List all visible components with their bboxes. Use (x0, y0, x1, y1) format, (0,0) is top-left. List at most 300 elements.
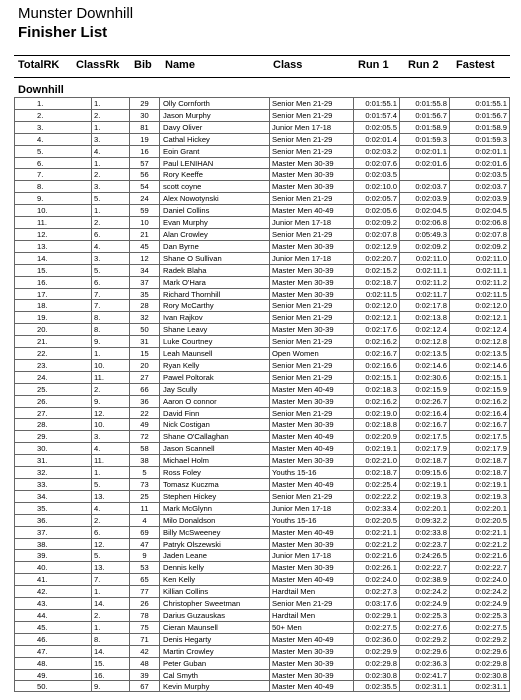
table-row (0, 502, 521, 514)
table-row (0, 395, 521, 407)
table-row (0, 418, 521, 430)
class-cell: Hardtail Men (270, 609, 354, 621)
class-rank-cell-value: 12. (94, 408, 105, 418)
bib-cell: 11 (130, 502, 160, 514)
total-rank-cell (14, 418, 92, 430)
run2-cell: 0:02:30.6 (400, 371, 450, 383)
table-row (0, 490, 521, 502)
class-rank-cell-value: 1. (94, 122, 101, 132)
class-cell: Youths 15-16 (270, 514, 354, 526)
total-rank-cell (14, 597, 92, 609)
class-cell: Master Men 40-49 (270, 430, 354, 442)
name-cell: Nick Costigan (160, 418, 270, 430)
total-rank-cell (14, 180, 92, 192)
fastest-cell: 0:02:03.9 (450, 192, 510, 204)
fastest-cell: 0:02:24.0 (450, 573, 510, 585)
run1-cell: 0:02:18.8 (354, 418, 400, 430)
fastest-cell: 0:02:07.8 (450, 228, 510, 240)
run1-cell: 0:02:27.5 (354, 621, 400, 633)
class-rank-cell (92, 549, 130, 561)
total-rank-cell-value: 8. (37, 182, 44, 192)
table-row (0, 299, 521, 311)
class-rank-cell-value: 9. (94, 682, 101, 692)
class-rank-cell (92, 680, 130, 692)
total-rank-cell (14, 514, 92, 526)
name-cell: Peter Guban (160, 657, 270, 669)
run1-cell: 0:02:11.5 (354, 288, 400, 300)
run2-cell: 0:02:41.7 (400, 669, 450, 681)
bib-cell: 34 (130, 264, 160, 276)
total-rank-cell-value: 37. (37, 527, 48, 537)
run1-cell: 0:02:29.1 (354, 609, 400, 621)
name-cell: Eoin Grant (160, 145, 270, 157)
col-header-run2: Run 2 (408, 59, 439, 71)
run2-cell: 0:02:13.8 (400, 311, 450, 323)
class-cell: Master Men 30-39 (270, 168, 354, 180)
class-rank-cell (92, 97, 130, 109)
class-rank-cell-value: 11. (94, 456, 104, 466)
fastest-cell: 0:02:11.0 (450, 252, 510, 264)
run2-cell: 0:02:26.7 (400, 395, 450, 407)
run2-cell: 0:02:17.5 (400, 430, 450, 442)
run2-cell: 0:02:18.7 (400, 454, 450, 466)
document-subtitle: Finisher List (18, 24, 108, 41)
run1-cell: 0:02:05.5 (354, 121, 400, 133)
class-rank-cell (92, 204, 130, 216)
class-rank-cell (92, 633, 130, 645)
col-header-total-rank: TotalRK (18, 59, 60, 71)
class-rank-cell-value: 3. (94, 253, 101, 263)
class-rank-cell (92, 264, 130, 276)
run1-cell: 0:02:36.0 (354, 633, 400, 645)
class-cell: Senior Men 21-29 (270, 407, 354, 419)
bib-cell: 71 (130, 633, 160, 645)
total-rank-cell-value: 35. (37, 503, 48, 513)
class-rank-cell-value: 2. (94, 110, 101, 120)
name-cell: Cal Smyth (160, 669, 270, 681)
class-rank-cell-value: 2. (94, 515, 101, 525)
run2-cell: 0:02:19.3 (400, 490, 450, 502)
table-row (0, 597, 521, 609)
bib-cell: 12 (130, 252, 160, 264)
name-cell: Paul LENIHAN (160, 157, 270, 169)
bib-cell: 25 (130, 490, 160, 502)
run2-cell: 0:02:23.7 (400, 538, 450, 550)
fastest-cell: 0:02:21.6 (450, 549, 510, 561)
total-rank-cell-value: 23. (37, 360, 48, 370)
fastest-cell: 0:02:24.9 (450, 597, 510, 609)
run2-cell: 0:02:01.1 (400, 145, 450, 157)
bib-cell: 81 (130, 121, 160, 133)
total-rank-cell-value: 19. (37, 313, 48, 323)
fastest-cell: 0:02:18.7 (450, 454, 510, 466)
name-cell: Shane O Sullivan (160, 252, 270, 264)
table-header (0, 59, 521, 75)
bib-cell: 21 (130, 228, 160, 240)
run1-cell: 0:03:17.6 (354, 597, 400, 609)
fastest-cell: 0:02:29.2 (450, 633, 510, 645)
name-cell: Denis Hegarty (160, 633, 270, 645)
total-rank-cell-value: 36. (37, 515, 48, 525)
class-rank-cell (92, 669, 130, 681)
bib-cell: 45 (130, 240, 160, 252)
class-rank-cell-value: 1. (94, 468, 101, 478)
total-rank-cell-value: 30. (37, 444, 48, 454)
class-cell: Senior Men 21-29 (270, 359, 354, 371)
class-rank-cell (92, 645, 130, 657)
run2-cell: 0:24:26.5 (400, 549, 450, 561)
class-cell: Master Men 40-49 (270, 204, 354, 216)
col-header-name: Name (165, 59, 195, 71)
total-rank-cell-value: 31. (37, 456, 48, 466)
name-cell: Rory Keeffe (160, 168, 270, 180)
fastest-cell: 0:02:19.3 (450, 490, 510, 502)
class-rank-cell (92, 335, 130, 347)
class-rank-cell (92, 311, 130, 323)
total-rank-cell (14, 490, 92, 502)
total-rank-cell-value: 16. (37, 277, 48, 287)
fastest-cell: 0:02:29.6 (450, 645, 510, 657)
section-label: Downhill (18, 84, 64, 96)
class-rank-cell (92, 514, 130, 526)
class-rank-cell-value: 5. (94, 265, 101, 275)
total-rank-cell (14, 395, 92, 407)
fastest-cell: 0:02:17.9 (450, 442, 510, 454)
class-rank-cell (92, 383, 130, 395)
class-rank-cell (92, 621, 130, 633)
class-cell: Senior Men 21-29 (270, 145, 354, 157)
class-rank-cell-value: 2. (94, 218, 101, 228)
class-cell: Junior Men 17-18 (270, 502, 354, 514)
class-cell: Master Men 30-39 (270, 561, 354, 573)
run1-cell: 0:02:07.8 (354, 228, 400, 240)
run1-cell: 0:02:15.2 (354, 264, 400, 276)
class-rank-cell (92, 466, 130, 478)
total-rank-cell-value: 49. (37, 670, 48, 680)
table-row (0, 680, 521, 692)
class-rank-cell-value: 13. (94, 563, 105, 573)
run2-cell: 0:02:25.3 (400, 609, 450, 621)
class-rank-cell (92, 145, 130, 157)
class-rank-cell (92, 288, 130, 300)
run1-cell: 0:02:12.1 (354, 311, 400, 323)
class-cell: Master Men 30-39 (270, 538, 354, 550)
total-rank-cell-value: 15. (37, 265, 48, 275)
total-rank-cell (14, 264, 92, 276)
total-rank-cell-value: 13. (37, 241, 48, 251)
class-cell: Master Men 30-39 (270, 657, 354, 669)
class-cell: Hardtail Men (270, 585, 354, 597)
fastest-cell: 0:02:30.8 (450, 669, 510, 681)
bib-cell: 53 (130, 561, 160, 573)
run2-cell: 0:02:11.2 (400, 276, 450, 288)
name-cell: Ivan Rajkov (160, 311, 270, 323)
run1-cell: 0:02:29.8 (354, 657, 400, 669)
bib-cell: 38 (130, 454, 160, 466)
class-rank-cell (92, 252, 130, 264)
fastest-cell: 0:02:12.8 (450, 335, 510, 347)
fastest-cell: 0:02:14.6 (450, 359, 510, 371)
class-rank-cell (92, 323, 130, 335)
run1-cell: 0:02:17.6 (354, 323, 400, 335)
run2-cell: 0:02:24.2 (400, 585, 450, 597)
total-rank-cell-value: 32. (37, 468, 48, 478)
total-rank-cell (14, 561, 92, 573)
class-cell: Master Men 40-49 (270, 442, 354, 454)
fastest-cell: 0:02:29.8 (450, 657, 510, 669)
run2-cell: 0:02:03.9 (400, 192, 450, 204)
run1-cell: 0:02:19.1 (354, 442, 400, 454)
total-rank-cell (14, 168, 92, 180)
table-row (0, 454, 521, 466)
run2-cell: 0:02:16.4 (400, 407, 450, 419)
total-rank-cell-value: 3. (37, 122, 44, 132)
run1-cell: 0:02:03.2 (354, 145, 400, 157)
run2-cell: 0:01:58.9 (400, 121, 450, 133)
table-row (0, 657, 521, 669)
total-rank-cell-value: 34. (37, 491, 48, 501)
class-rank-cell (92, 657, 130, 669)
table-row (0, 466, 521, 478)
run2-cell: 0:02:04.5 (400, 204, 450, 216)
fastest-cell: 0:02:09.2 (450, 240, 510, 252)
run2-cell: 0:05:49.3 (400, 228, 450, 240)
total-rank-cell-value: 29. (37, 432, 48, 442)
table-row (0, 264, 521, 276)
bib-cell: 67 (130, 680, 160, 692)
total-rank-cell (14, 311, 92, 323)
name-cell: Rory McCarthy (160, 299, 270, 311)
fastest-cell: 0:02:06.8 (450, 216, 510, 228)
total-rank-cell (14, 109, 92, 121)
total-rank-cell (14, 133, 92, 145)
table-row (0, 288, 521, 300)
run1-cell: 0:02:21.1 (354, 526, 400, 538)
name-cell: Dennis kelly (160, 561, 270, 573)
table-row (0, 478, 521, 490)
run1-cell: 0:02:22.2 (354, 490, 400, 502)
run2-cell: 0:02:19.1 (400, 478, 450, 490)
total-rank-cell (14, 145, 92, 157)
table-row (0, 442, 521, 454)
total-rank-cell (14, 299, 92, 311)
run1-cell: 0:02:21.2 (354, 538, 400, 550)
name-cell: Darius Guzauskas (160, 609, 270, 621)
bib-cell: 29 (130, 97, 160, 109)
total-rank-cell (14, 621, 92, 633)
bib-cell: 42 (130, 645, 160, 657)
class-rank-cell (92, 407, 130, 419)
table-row (0, 549, 521, 561)
total-rank-cell-value: 2. (37, 110, 44, 120)
name-cell: Alex Nowotynski (160, 192, 270, 204)
run1-cell: 0:02:25.4 (354, 478, 400, 490)
fastest-cell: 0:02:20.5 (450, 514, 510, 526)
class-rank-cell (92, 133, 130, 145)
table-row (0, 311, 521, 323)
total-rank-cell-value: 28. (37, 420, 48, 430)
run2-cell: 0:02:13.5 (400, 347, 450, 359)
class-rank-cell (92, 597, 130, 609)
bib-cell: 28 (130, 299, 160, 311)
name-cell: Mark McGlynn (160, 502, 270, 514)
table-row (0, 621, 521, 633)
bib-cell: 73 (130, 478, 160, 490)
total-rank-cell-value: 48. (37, 658, 48, 668)
run1-cell: 0:02:15.1 (354, 371, 400, 383)
name-cell: Jaden Leane (160, 549, 270, 561)
class-rank-cell-value: 7. (94, 301, 101, 311)
run2-cell: 0:02:27.6 (400, 621, 450, 633)
name-cell: Cieran Maunsell (160, 621, 270, 633)
total-rank-cell (14, 407, 92, 419)
run1-cell: 0:02:01.4 (354, 133, 400, 145)
total-rank-cell-value: 26. (37, 396, 48, 406)
table-row (0, 359, 521, 371)
class-rank-cell (92, 121, 130, 133)
fastest-cell: 0:02:16.7 (450, 418, 510, 430)
total-rank-cell-value: 24. (37, 372, 48, 382)
run1-cell: 0:02:12.0 (354, 299, 400, 311)
total-rank-cell-value: 42. (37, 587, 48, 597)
name-cell: Dan Byrne (160, 240, 270, 252)
total-rank-cell-value: 27. (37, 408, 48, 418)
class-rank-cell (92, 490, 130, 502)
table-row (0, 145, 521, 157)
run2-cell: 0:01:55.8 (400, 97, 450, 109)
total-rank-cell-value: 40. (37, 563, 48, 573)
class-cell: Master Men 40-49 (270, 526, 354, 538)
table-row (0, 180, 521, 192)
run1-cell: 0:02:20.5 (354, 514, 400, 526)
total-rank-cell-value: 22. (37, 349, 48, 359)
name-cell: Milo Donaldson (160, 514, 270, 526)
class-cell: Master Men 30-39 (270, 276, 354, 288)
name-cell: Cathal Hickey (160, 133, 270, 145)
class-cell: Master Men 30-39 (270, 288, 354, 300)
fastest-cell: 0:01:55.1 (450, 97, 510, 109)
name-cell: Patryk Olszewski (160, 538, 270, 550)
class-rank-cell (92, 585, 130, 597)
run1-cell: 0:02:10.0 (354, 180, 400, 192)
run2-cell: 0:01:56.7 (400, 109, 450, 121)
total-rank-cell-value: 9. (37, 194, 44, 204)
class-rank-cell-value: 10. (94, 420, 105, 430)
total-rank-cell (14, 585, 92, 597)
class-rank-cell (92, 526, 130, 538)
total-rank-cell (14, 645, 92, 657)
run1-cell: 0:02:24.0 (354, 573, 400, 585)
run2-cell: 0:02:29.6 (400, 645, 450, 657)
table-row (0, 669, 521, 681)
name-cell: Shane O'Callaghan (160, 430, 270, 442)
run1-cell: 0:01:57.4 (354, 109, 400, 121)
run2-cell: 0:02:36.3 (400, 657, 450, 669)
run2-cell: 0:02:16.7 (400, 418, 450, 430)
class-rank-cell (92, 561, 130, 573)
class-cell: Senior Men 21-29 (270, 335, 354, 347)
fastest-cell: 0:02:20.1 (450, 502, 510, 514)
bib-cell: 50 (130, 323, 160, 335)
class-rank-cell-value: 1. (94, 99, 101, 108)
run1-cell: 0:02:35.5 (354, 680, 400, 692)
class-rank-cell-value: 4. (94, 146, 101, 156)
bib-cell: 48 (130, 657, 160, 669)
run2-cell: 0:02:22.7 (400, 561, 450, 573)
table-row (0, 526, 521, 538)
bib-cell: 24 (130, 192, 160, 204)
class-rank-cell-value: 7. (94, 575, 101, 585)
run1-cell: 0:01:55.1 (354, 97, 400, 109)
table-row (0, 609, 521, 621)
class-rank-cell (92, 180, 130, 192)
total-rank-cell-value: 46. (37, 634, 48, 644)
bib-cell: 15 (130, 347, 160, 359)
total-rank-cell (14, 502, 92, 514)
total-rank-cell (14, 454, 92, 466)
name-cell: Tomasz Kuczma (160, 478, 270, 490)
name-cell: Ryan Kelly (160, 359, 270, 371)
class-cell: Youths 15-16 (270, 466, 354, 478)
total-rank-cell-value: 43. (37, 599, 48, 609)
class-rank-cell-value: 5. (94, 551, 101, 561)
run2-cell: 0:02:20.1 (400, 502, 450, 514)
total-rank-cell (14, 276, 92, 288)
total-rank-cell (14, 240, 92, 252)
total-rank-cell-value: 21. (37, 337, 48, 347)
bib-cell: 9 (130, 549, 160, 561)
total-rank-cell-value: 44. (37, 610, 48, 620)
total-rank-cell (14, 549, 92, 561)
total-rank-cell-value: 39. (37, 551, 48, 561)
name-cell: Leah Maunsell (160, 347, 270, 359)
class-cell: Senior Men 21-29 (270, 192, 354, 204)
fastest-cell: 0:02:21.1 (450, 526, 510, 538)
total-rank-cell (14, 216, 92, 228)
col-header-fastest: Fastest (456, 59, 495, 71)
total-rank-cell-value: 1. (37, 99, 44, 108)
class-rank-cell-value: 8. (94, 634, 101, 644)
class-rank-cell (92, 157, 130, 169)
bib-cell: 5 (130, 466, 160, 478)
fastest-cell: 0:02:13.5 (450, 347, 510, 359)
run2-cell: 0:02:17.9 (400, 442, 450, 454)
bib-cell: 75 (130, 621, 160, 633)
class-rank-cell (92, 418, 130, 430)
run2-cell: 0:02:33.8 (400, 526, 450, 538)
run2-cell: 0:02:14.6 (400, 359, 450, 371)
class-cell: Master Men 40-49 (270, 680, 354, 692)
name-cell: scott coyne (160, 180, 270, 192)
class-rank-cell (92, 371, 130, 383)
name-cell: Jay Scully (160, 383, 270, 395)
bib-cell: 59 (130, 204, 160, 216)
run1-cell: 0:02:12.9 (354, 240, 400, 252)
bib-cell: 35 (130, 288, 160, 300)
bib-cell: 30 (130, 109, 160, 121)
total-rank-cell (14, 252, 92, 264)
class-cell: Junior Men 17-18 (270, 549, 354, 561)
col-header-class-rank: ClassRk (76, 59, 120, 71)
class-cell: Master Men 30-39 (270, 240, 354, 252)
class-cell: Junior Men 17-18 (270, 252, 354, 264)
total-rank-cell (14, 538, 92, 550)
table-row (0, 561, 521, 573)
class-rank-cell (92, 609, 130, 621)
fastest-cell: 0:02:12.4 (450, 323, 510, 335)
name-cell: Alan Crowley (160, 228, 270, 240)
bib-cell: 22 (130, 407, 160, 419)
